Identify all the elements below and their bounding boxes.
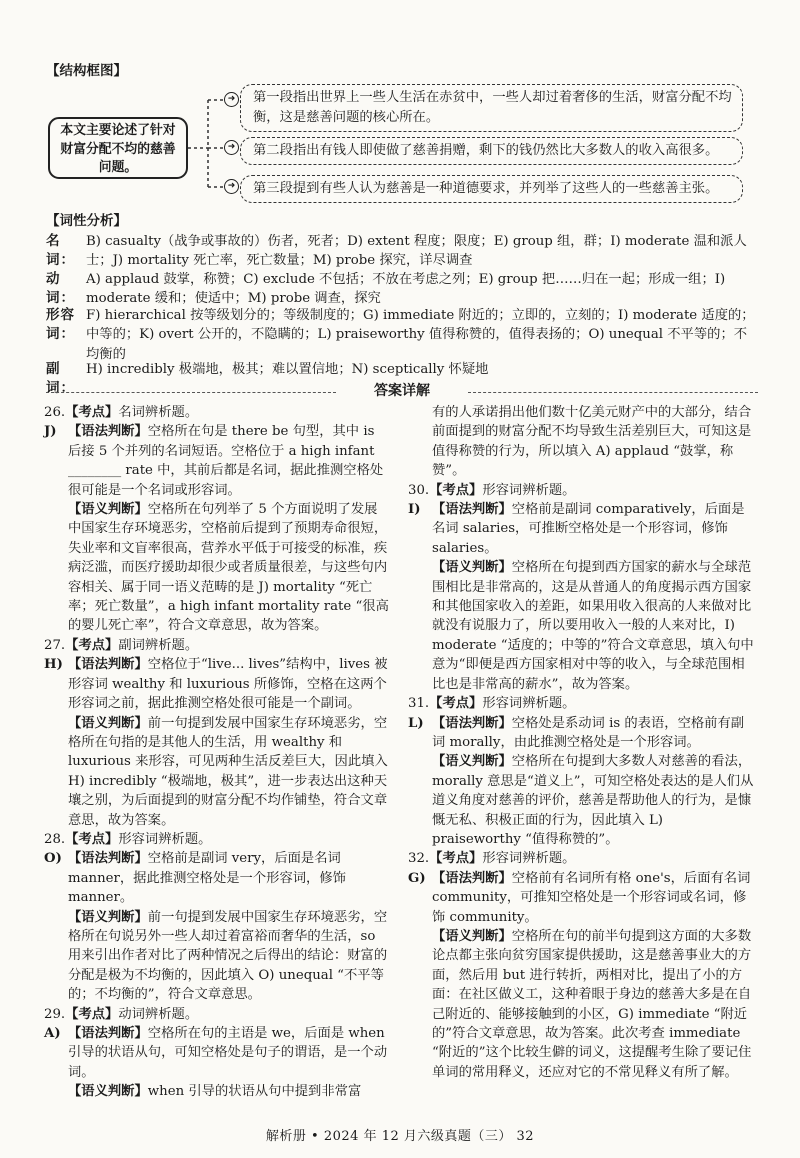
structure-heading: 【结构框图】 xyxy=(46,63,127,79)
page-footer: 解析册 • 2024 年 12 月六级真题（三） 32 xyxy=(265,1129,535,1144)
arrow-circle-icon: ➜ xyxy=(224,179,239,194)
analysis-text: 空格所在句的前半句提到这方面的大多数论点都主张向贫穷国家提供援助，这是慈善事业大的方面，然后用 but 进行转折，两相对比，提出了小的方面：在社区做义工，这种着眼于身边的慈善大多是在自己附近的、能够接触到的小区，G) immediate “附近的”符合文章意思，故为答案。此次考查 immediate “附近的”这个比较生僻的词义，这提醒考生除了要记住单词的常用释义，还应对它的不常见释义有所了解。 xyxy=(432,928,752,1080)
question-number: 28. xyxy=(44,831,66,847)
pos-label: 副 词： xyxy=(46,361,75,397)
branch-box-1: 第一段指出世界上一些人生活在赤贫中，一些人却过着奢侈的生活，财富分配不均衡，这是慈善问题的核心所在。 xyxy=(240,84,743,132)
branch-box-2: 第二段指出有钱人即使做了慈善捐赠，剩下的钱仍然比大多数人的收入高很多。 xyxy=(240,137,743,165)
right-column xyxy=(408,403,754,1082)
analysis-tag: 【语法判断】 xyxy=(432,715,512,731)
answer-paragraph xyxy=(408,714,754,753)
left-column xyxy=(44,403,390,1102)
analysis-text: when 引导的状语从句中提到非常富 xyxy=(147,1084,362,1100)
analysis-tag: 【语义判断】 xyxy=(68,502,148,518)
pos-text: B) casualty（战争或事故的）伤者，死者；D) extent 程度；限度；E) group 组，群；I) moderate 温和派人士；J) mortality 死亡率，死亡数量；M) probe 探究，详尽调查 xyxy=(86,234,747,269)
pos-label: 动 词： xyxy=(46,271,75,307)
answer-paragraph xyxy=(408,558,754,694)
analysis-tag: 【考点】 xyxy=(65,637,119,653)
pos-text: A) applaud 鼓掌，称赞；C) exclude 不包括；不放在考虑之列；E) group 把……归在一起；形成一组；I) moderate 缓和；使适中；M) probe 调查，探究 xyxy=(86,272,726,307)
answer-paragraph xyxy=(408,481,754,500)
answer-paragraph xyxy=(408,927,754,1082)
analysis-tag: 【语法判断】 xyxy=(432,502,512,518)
analysis-tag: 【语义判断】 xyxy=(432,560,512,576)
question-number: 29. xyxy=(44,1006,66,1022)
branch-box-3: 第三段提到有些人认为慈善是一种道德要求，并列举了这些人的一些慈善主张。 xyxy=(240,175,743,203)
pos-label: 名 词： xyxy=(46,233,75,269)
answer-paragraph xyxy=(44,714,390,830)
pos-heading: 【词性分析】 xyxy=(46,213,127,229)
answer-letter: A) xyxy=(44,1026,61,1041)
question-number: 27. xyxy=(44,637,66,653)
analysis-text: 空格所在句列举了 5 个方面说明了发展中国家生存环境恶劣，空格前后提到了预期寿命很短，失业率和文盲率很高，营养水平低于可接受的标准，疾病泛滥，而医疗援助却很少或者质量很差，与这些句内容相关、属于同一语义范畴的是 J) mortality “死亡率；死亡数量”，a high infant mortality rate “很高的婴儿死亡率”，符合文章意思，故为答案。 xyxy=(68,502,389,634)
analysis-tag: 【考点】 xyxy=(429,482,483,498)
analysis-text: 副词辨析题。 xyxy=(118,637,199,653)
pos-row-adjective xyxy=(46,306,758,364)
analysis-text: 空格前有名词所有格 one's，后面有名词 community，可推知空格处是一个形容词或名词，修饰 community。 xyxy=(432,870,751,925)
answer-letter: H) xyxy=(44,657,63,673)
analysis-text: 空格所在句是 there be 句型，其中 is 后接 5 个并列的名词短语。空格位于 a high infant ________ rate 中，其前后都是名词，据此推测空格处很可能是一个名词或形容词。 xyxy=(68,424,384,498)
analysis-text: 前一句提到发展中国家生存环境恶劣，空格所在句说另外一些人却过着富裕而奢华的生活，so 用来引出作者对比了两种情况之后得出的结论：财富的分配是极为不均衡的，因此填入 O) unequal “不平等的；不均衡的”，符合文章意思。 xyxy=(68,909,388,1003)
analysis-tag: 【考点】 xyxy=(429,851,483,867)
analysis-text: 形容词辨析题。 xyxy=(482,851,576,867)
pos-text: H) incredibly 极端地，极其；难以置信地；N) sceptically 怀疑地 xyxy=(86,362,489,377)
analysis-text: 空格前是副词 comparatively，后面是名词 salaries，可推断空格处是一个形容词，修饰 salaries。 xyxy=(432,502,745,556)
arrow-circle-icon: ➜ xyxy=(224,92,239,107)
analysis-text: 有的人承诺捐出他们数十亿美元财产中的大部分，结合前面提到的财富分配不均导致生活差别巨大，可知这是值得称赞的行为，所以填入 A) applaud “鼓掌，称赞”。 xyxy=(432,405,752,479)
answer-paragraph xyxy=(44,849,390,907)
analysis-text: 形容词辨析题。 xyxy=(118,831,212,847)
analysis-tag: 【语义判断】 xyxy=(68,715,148,731)
analysis-tag: 【语义判断】 xyxy=(432,754,512,770)
answers-title: 答案详解 xyxy=(366,383,438,399)
answer-letter: I) xyxy=(408,502,421,518)
pos-text: F) hierarchical 按等级划分的；等级制度的；G) immediate 附近的；立即的，立刻的；I) moderate 适度的；中等的；K) overt 公开的，不隐瞒的；L) praiseworthy 值得称赞的，值得表扬的；O) unequal 不平等的；不均衡的 xyxy=(86,308,755,362)
pos-row-verb xyxy=(46,270,758,309)
answer-paragraph xyxy=(408,403,754,481)
question-number: 32. xyxy=(408,851,430,867)
analysis-tag: 【考点】 xyxy=(65,405,119,420)
answer-paragraph xyxy=(44,636,390,655)
arrow-circle-icon: ➜ xyxy=(224,140,239,155)
answer-paragraph xyxy=(44,908,390,1005)
question-number: 26. xyxy=(44,405,66,420)
analysis-text: 动词辨析题。 xyxy=(118,1006,199,1022)
analysis-tag: 【考点】 xyxy=(65,831,119,847)
analysis-tag: 【语义判断】 xyxy=(68,909,148,925)
answer-paragraph xyxy=(44,1082,390,1101)
answer-paragraph xyxy=(408,500,754,558)
analysis-tag: 【语义判断】 xyxy=(432,928,512,944)
answer-paragraph xyxy=(408,869,754,927)
analysis-text: 形容词辨析题。 xyxy=(482,696,576,712)
analysis-tag: 【语法判断】 xyxy=(68,1026,148,1041)
analysis-text: 空格前是副词 very，后面是名词 manner，据此推测空格处是一个形容词，修饰 manner。 xyxy=(68,851,346,906)
main-idea-box: 本文主要论述了针对财富分配不均的慈善问题。 xyxy=(48,117,188,179)
analysis-text: 形容词辨析题。 xyxy=(482,482,576,498)
analysis-text: 空格位于“live... lives”结构中，lives 被形容词 wealthy 和 luxurious 所修饰，空格在这两个形容词之前，据此推测空格处很可能是一个副词。 xyxy=(68,657,388,712)
answers-title-bar xyxy=(46,384,758,400)
analysis-tag: 【语法判断】 xyxy=(68,424,148,440)
analysis-text: 空格所在句提到西方国家的薪水与全球范围相比是非常高的，这是从普通人的角度揭示西方国家和其他国家收入的差距，如果用收入很高的人来做对比就没有说服力了，所以要用收入一般的人来对比，I) moderate “适度的；中等的”符合文章意思，填入句中意为“即便是西方国家相对中等的收入，与全球范围相比也是非常高的薪水”，故为答案。 xyxy=(432,560,754,692)
analysis-text: 前一句提到发展中国家生存环境恶劣，空格所在句指的是其他人的生活，用 wealthy 和 luxurious 来形容，可见两种生活反差巨大，因此填入 H) incredibly “极端地，极其”，进一步表达出这种天壤之别，为后面提到的财富分配不均作铺垫，符合文章意思，故为答案。 xyxy=(68,715,388,828)
answer-paragraph xyxy=(44,422,390,500)
analysis-text: 名词辨析题。 xyxy=(118,405,199,420)
answer-paragraph xyxy=(44,1005,390,1024)
analysis-text: 空格所在句提到大多数人对慈善的看法，morally 意思是“道义上”，可知空格处表达的是人们从道义角度对慈善的评价，慈善是帮助他人的行为，是慷慨无私、积极正面的行为，因此填入 L) praiseworthy “值得称赞的”。 xyxy=(432,754,754,847)
analysis-text: 空格所在句的主语是 we，后面是 when 引导的状语从句，可知空格处是句子的谓语，是一个动词。 xyxy=(68,1026,388,1080)
question-number: 31. xyxy=(408,696,430,712)
answer-paragraph xyxy=(408,752,754,849)
answer-letter: O) xyxy=(44,851,62,867)
analysis-tag: 【语法判断】 xyxy=(68,851,148,867)
answer-paragraph xyxy=(44,403,390,422)
answer-paragraph xyxy=(44,1024,390,1082)
analysis-tag: 【语法判断】 xyxy=(432,870,512,886)
analysis-tag: 【语义判断】 xyxy=(68,1084,148,1100)
answer-letter: G) xyxy=(408,870,426,886)
analysis-tag: 【考点】 xyxy=(65,1006,119,1022)
question-number: 30. xyxy=(408,482,430,498)
analysis-tag: 【考点】 xyxy=(429,696,483,712)
pos-row-noun xyxy=(46,232,758,271)
pos-label: 形容词： xyxy=(46,307,75,343)
answer-paragraph xyxy=(44,655,390,713)
answer-paragraph xyxy=(44,830,390,849)
analysis-tag: 【语法判断】 xyxy=(68,657,148,673)
answer-letter: J) xyxy=(44,424,57,440)
analysis-text: 空格处是系动词 is 的表语，空格前有副词 morally，由此推测空格处是一个形容词。 xyxy=(432,715,745,750)
answer-paragraph xyxy=(408,849,754,868)
answer-letter: L) xyxy=(408,715,424,731)
answer-paragraph xyxy=(44,500,390,636)
answer-paragraph xyxy=(408,694,754,713)
